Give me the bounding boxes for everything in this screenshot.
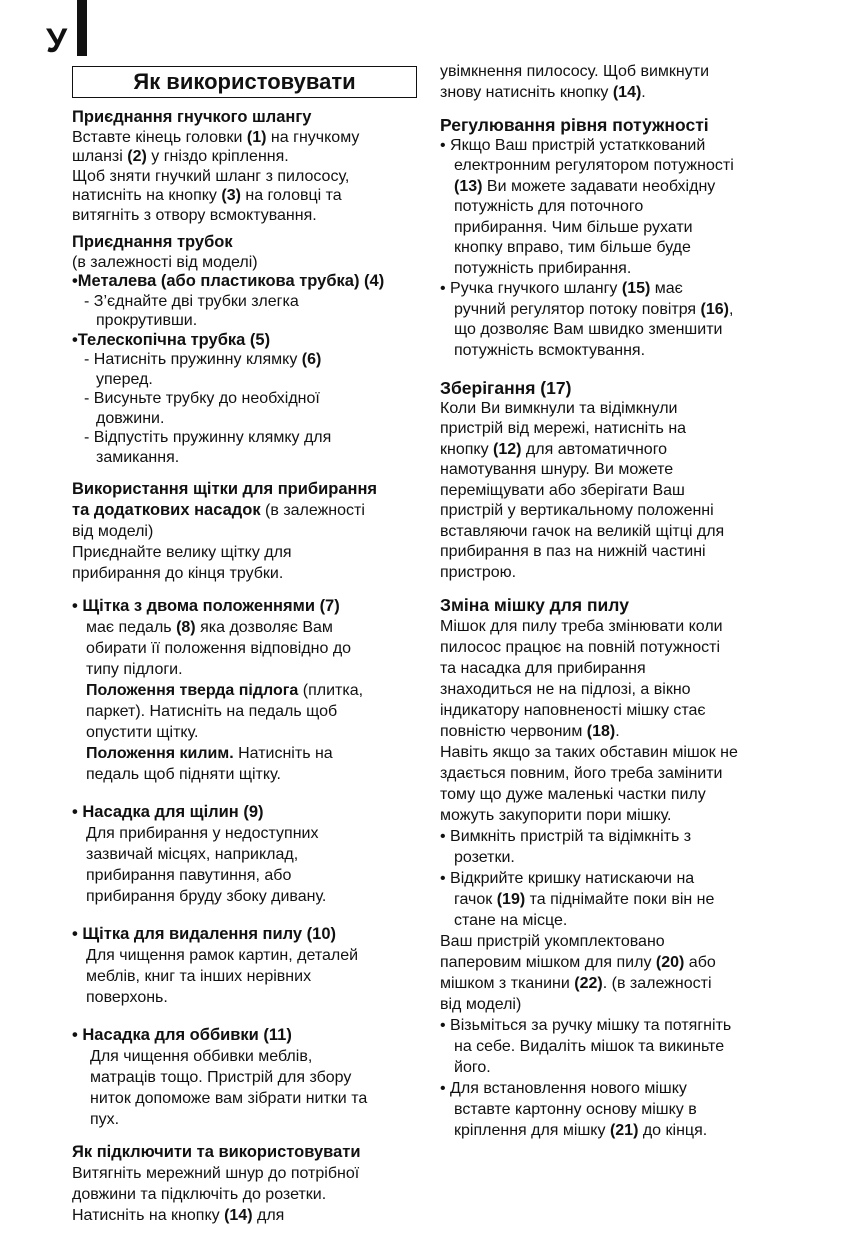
text-line: пристрою. [440,563,517,581]
text-line: тому що дуже маленькі частки пилу [440,786,706,803]
text-line: паперовим мішком для пилу (20) або [440,954,716,971]
section-dust-bag [440,595,790,1141]
item-upholstery-tool [72,1025,417,1130]
text-line: вставляючи гачок на великій щітці для [440,522,725,540]
text-line: • Для встановлення нового мішку [440,1080,687,1097]
text-line: педаль щоб підняти щітку. [86,766,281,783]
text-line: довжини. [96,409,165,427]
bullet-heading: • Щітка з двома положеннями (7) [72,597,340,615]
text-line: довжини та підключіть до розетки. [72,1186,327,1203]
text-line: електронним регулятором потужності [454,157,734,174]
text-line: Витягніть мережний шнур до потрібної [72,1165,360,1182]
text-line: обирати її положення відповідно до [86,640,352,657]
text-line: натисніть на кнопку (3) на головці та [72,187,342,204]
continued-text [440,62,790,103]
text-line: типу підлоги. [86,661,183,678]
text-line: • Якщо Ваш пристрій устатккований [440,136,706,154]
text-line: повністю червоним (18). [440,723,620,740]
text-line: ниток допоможе вам зібрати нитки та [90,1090,368,1107]
text-line: Положення килим. Натисніть на [86,745,333,762]
text-line: кнопку (12) для автоматичного [440,440,668,458]
text-line: розетки. [454,849,515,866]
bullet-heading: • Насадка для щілин (9) [72,803,264,821]
section-storage [440,378,790,583]
bullet-heading: •Металева (або пластикова трубка) (4) [72,272,385,290]
text-line: та насадка для прибирання [440,660,646,677]
text-line: меблів, книг та інших нерівних [86,968,312,985]
text-line: (в залежності від моделі) [72,253,258,271]
left-column [72,66,417,1226]
text-line: Мішок для пилу треба змінювати коли [440,618,723,635]
text-line: прибирання. Чим більше рухати [454,218,693,236]
text-line: • Відкрийте кришку натискаючи на [440,870,695,887]
text-line: Щоб зняти гнучкий шланг з пилососу, [72,167,350,185]
text-line: потужність всмоктування. [454,341,646,359]
section-tubes [72,233,417,467]
text-line: прибирання павутиння, або [86,867,292,884]
text-line: паркет). Натисніть на педаль щоб [86,703,338,720]
text-line: його. [454,1059,491,1076]
item-dusting-brush [72,924,417,1008]
text-line: замикання. [96,448,180,466]
text-line: кріплення для мішку (21) до кінця. [454,1122,708,1139]
text-line: вставте картонну основу мішку в [454,1101,697,1118]
language-tab-bar [77,0,87,56]
text-line: здається повним, його треба замінити [440,765,723,782]
text-line: Положення тверда підлога (плитка, [86,682,364,699]
text-line: Ваш пристрій укомплектовано [440,933,665,950]
item-two-position-brush [72,596,417,785]
section-heading: Регулювання рівня потужності [440,115,709,135]
bullet-heading: • Насадка для оббивки (11) [72,1026,292,1044]
text-line: Для чищення рамок картин, деталей [86,947,359,964]
text-line: матраців тощо. Пристрій для збору [90,1069,352,1086]
text-line: що дозволяє Вам швидко зменшити [454,321,723,338]
text-line: уперед. [96,370,153,388]
section-heading: Зберігання (17) [440,378,572,398]
text-line: (13) Ви можете задавати необхідну [454,177,716,195]
section-hose [72,108,417,225]
text-line: можуть закупорити пори мішку. [440,807,672,824]
text-line: • Вимкніть пристрій та відімкніть з [440,828,692,845]
text-line: гачок (19) та піднімайте поки він не [454,891,715,908]
text-line: пристрій у вертикальному положенні [440,502,714,519]
section-heading: Як підключити та використовувати [72,1143,361,1161]
text-line: • Візьміться за ручку мішку та потягніть [440,1017,732,1034]
section-power-control [440,115,790,361]
section-heading: Зміна мішку для пилу [440,595,629,615]
text-line: Вставте кінець головки (1) на гнучкому [72,128,360,146]
section-heading: Приєднання трубок [72,233,233,251]
text-line: знову натисніть кнопку (14). [440,83,646,101]
text-line: має педаль (8) яка дозволяє Вам [86,619,333,636]
bullet-heading: •Телескопічна трубка (5) [72,330,271,349]
page-title: Як використовувати [72,66,417,98]
text-line: прибирання бруду збоку дивану. [86,888,327,905]
text-line: опустити щітку. [86,724,199,741]
right-column [440,62,790,1141]
text-line: та додаткових насадок (в залежності [72,501,365,519]
text-line: увімкнення пилососу. Щоб вимкнути [440,63,709,80]
text-line: пилосос працює на повній потужності [440,639,721,656]
text-line: прибирання до кінця трубки. [72,565,284,582]
text-line: стане на місце. [454,912,568,929]
section-brush-accessories [72,479,417,584]
language-marker: У [46,22,68,60]
text-line: потужність для поточного [454,198,644,215]
text-line: мішком з тканини (22). (в залежності [440,975,712,992]
text-line: Коли Ви вимкнули та відімкнули [440,399,678,417]
text-line: потужність прибирання. [454,259,632,277]
text-line: кнопку вправо, тим більше буде [454,239,691,256]
text-line: прибирання в паз на нижній частині [440,543,706,560]
text-line: • Ручка гнучкого шлангу (15) має [440,280,683,297]
text-line: Навіть якщо за таких обставин мішок не [440,744,738,761]
text-line: Для прибирання у недоступних [86,825,319,842]
text-line: Натисніть на кнопку (14) для [72,1207,285,1224]
section-heading: Приєднання гнучкого шлангу [72,108,312,126]
text-line: - З’єднайте дві трубки злегка [84,292,299,310]
text-line: - Висуньте трубку до необхідної [84,390,320,407]
text-line: знаходиться не на підлозі, а вікно [440,681,691,698]
section-heading: Використання щітки для прибирання [72,480,378,498]
text-line: ручний регулятор потоку повітря (16), [454,300,734,318]
bullet-heading: • Щітка для видалення пилу (10) [72,925,337,943]
text-line: від моделі) [72,523,154,540]
text-line: - Відпустіть пружинну клямку для [84,429,332,446]
text-line: шланзі (2) у гніздо кріплення. [72,148,289,165]
item-crevice-tool [72,802,417,907]
text-line: намотування шнуру. Ви можете [440,461,674,478]
text-line: - Натисніть пружинну клямку (6) [84,351,322,368]
text-line: переміщувати або зберігати Ваш [440,481,685,499]
text-line: прокрутивши. [96,312,198,329]
text-line: Для чищення оббивки меблів, [90,1048,313,1065]
section-connect-use [72,1142,417,1226]
text-line: зазвичай місцях, наприклад, [86,846,299,863]
text-line: витягніть з отвору всмоктування. [72,206,317,224]
text-line: поверхонь. [86,989,168,1006]
text-line: індикатору наповненості мішку стає [440,702,706,719]
text-line: від моделі) [440,996,522,1013]
text-line: пух. [90,1111,120,1128]
text-line: Приєднайте велику щітку для [72,544,292,561]
text-line: пристрій від мережі, натисніть на [440,420,687,437]
text-line: на себе. Видаліть мішок та викиньте [454,1038,725,1055]
